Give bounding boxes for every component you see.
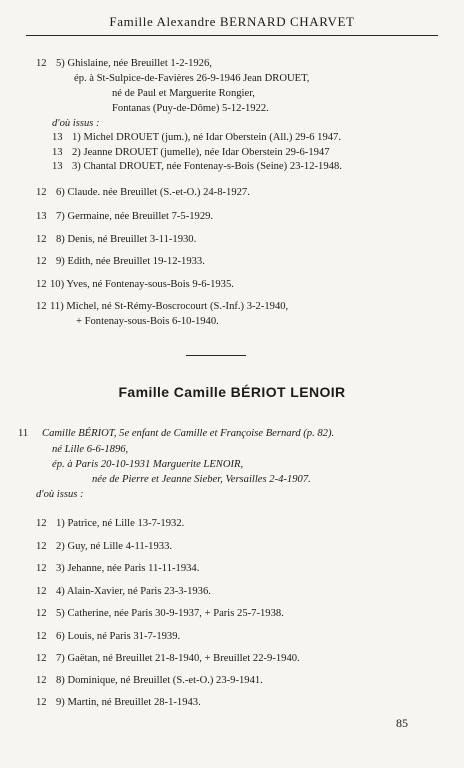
page-number: 85 (396, 716, 408, 730)
generation-number: 12 (36, 608, 47, 619)
generation-number: 12 (36, 586, 47, 597)
entry-line: ép. à Paris 20-10-1931 Marguerite LENOIR, (52, 459, 244, 470)
generation-number: 12 (36, 279, 47, 290)
child-entry: 9) Martin, né Breuillet 28-1-1943. (56, 697, 201, 708)
child-entry: 1) Michel DROUET (jum.), né Idar Oberstein (All.) 29-6 1947. (72, 132, 342, 143)
sibling-entry: 8) Denis, né Breuillet 3-11-1930. (56, 234, 197, 245)
section-separator (186, 355, 246, 356)
child-entry: 3) Jehanne, née Paris 11-11-1934. (56, 563, 200, 574)
generation-number: 12 (36, 234, 47, 245)
section-title: Famille Camille BÉRIOT LENOIR (118, 384, 346, 400)
generation-number: 12 (36, 58, 47, 69)
child-entry: 7) Gaëtan, né Breuillet 21-8-1940, + Breuillet 22-9-1940. (56, 653, 300, 664)
child-entry: 8) Dominique, né Breuillet (S.-et-O.) 23-9-1941. (56, 675, 263, 686)
generation-number: 12 (36, 187, 47, 198)
page-header: Famille Alexandre BERNARD CHARVET (109, 14, 355, 29)
issus-label: d'où issus : (36, 489, 84, 500)
generation-number: 12 (36, 697, 47, 708)
child-entry: 4) Alain-Xavier, né Paris 23-3-1936. (56, 586, 211, 597)
entry-line: 5) Ghislaine, née Breuillet 1-2-1926, (56, 58, 212, 69)
header-rule (26, 35, 438, 36)
generation-number: 12 (36, 563, 47, 574)
entry-line: né Lille 6-6-1896, (52, 444, 129, 455)
sibling-entry: 7) Germaine, née Breuillet 7-5-1929. (56, 211, 214, 222)
generation-number: 13 (52, 147, 63, 158)
child-entry: 3) Chantal DROUET, née Fontenay-s-Bois (Seine) 23-12-1948. (72, 161, 342, 172)
generation-number: 12 (36, 541, 47, 552)
sibling-entry: 11) Michel, né St-Rémy-Boscrocourt (S.-Inf.) 3-2-1940, (50, 301, 289, 312)
sibling-entry: 10) Yves, né Fontenay-sous-Bois 9-6-1935. (50, 279, 234, 290)
entry-line: ép. à St-Sulpice-de-Favières 26-9-1946 Jean DROUET, (74, 73, 310, 84)
generation-number: 12 (36, 631, 47, 642)
child-entry: 2) Guy, né Lille 4-11-1933. (56, 541, 173, 552)
entry-line: Camille BÉRIOT, 5e enfant de Camille et Françoise Bernard (p. 82). (42, 428, 335, 439)
entry-line: née de Pierre et Jeanne Sieber, Versailles 2-4-1907. (92, 474, 311, 485)
generation-number: 13 (36, 211, 47, 222)
generation-number: 12 (36, 675, 47, 686)
generation-number: 13 (52, 132, 63, 143)
generation-number: 12 (36, 653, 47, 664)
child-entry: 1) Patrice, né Lille 13-7-1932. (56, 518, 185, 529)
generation-number: 12 (36, 301, 47, 312)
generation-number: 12 (36, 256, 47, 267)
child-entry: 5) Catherine, née Paris 30-9-1937, + Paris 25-7-1938. (56, 608, 284, 619)
child-entry: 2) Jeanne DROUET (jumelle), née Idar Oberstein 29-6-1947 (72, 147, 330, 158)
death-note: + Fontenay-sous-Bois 6-10-1940. (76, 316, 219, 327)
generation-number: 12 (36, 518, 47, 529)
issus-label: d'où issus : (52, 118, 100, 129)
generation-number: 11 (18, 428, 29, 439)
generation-number: 13 (52, 161, 63, 172)
entry-line: né de Paul et Marguerite Rongier, (112, 88, 255, 99)
sibling-entry: 9) Edith, née Breuillet 19-12-1933. (56, 256, 205, 267)
sibling-entry: 6) Claude. née Breuillet (S.-et-O.) 24-8-1927. (56, 187, 250, 198)
child-entry: 6) Louis, né Paris 31-7-1939. (56, 631, 181, 642)
entry-line: Fontanas (Puy-de-Dôme) 5-12-1922. (112, 103, 269, 114)
